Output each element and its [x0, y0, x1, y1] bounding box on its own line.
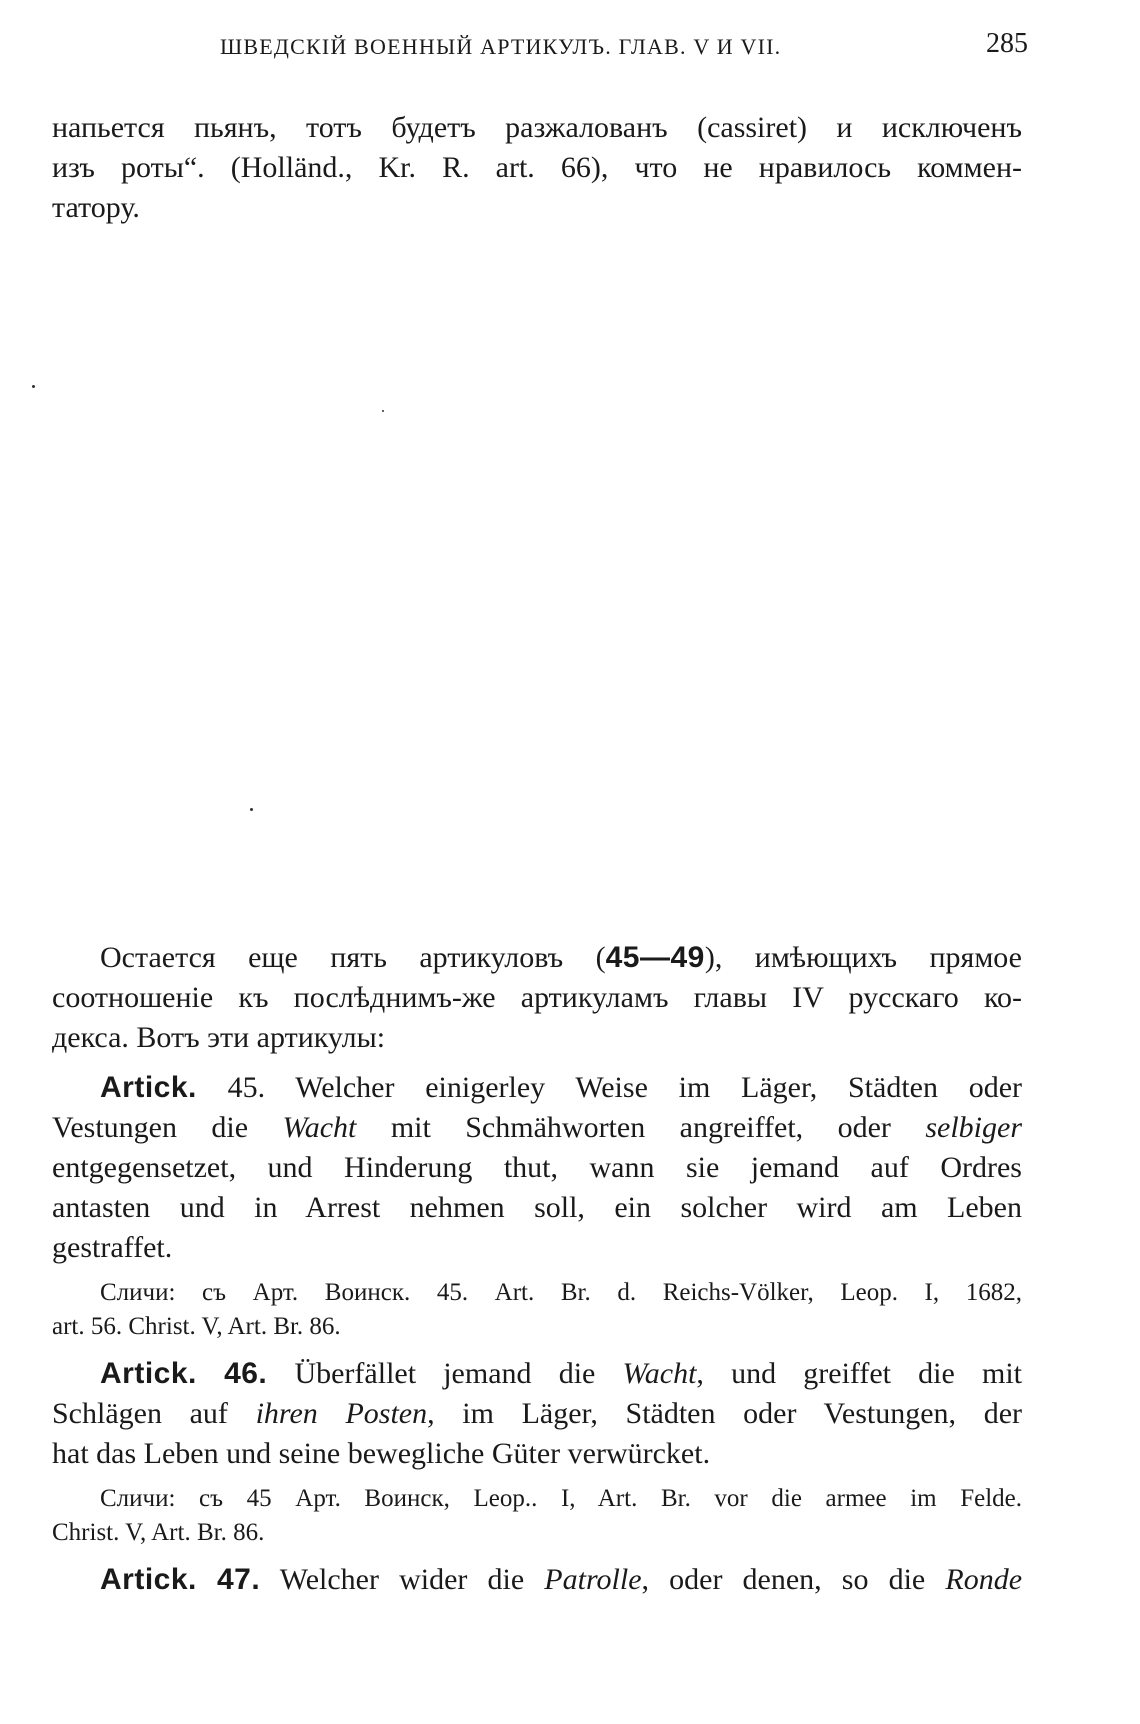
- text-line: изъ роты“. (Holländ., Kr. R. art. 66), что не нравилось коммен-: [52, 151, 1022, 184]
- page-number: 285: [986, 28, 1028, 59]
- article-46: [52, 1354, 1022, 1474]
- book-page: [52, 0, 1028, 1724]
- note-line: Сличи: съ 45 Арт. Воинск, Leop.. I, Art. Br. vor die armee im Felde.: [100, 1485, 1022, 1512]
- article-number: 46.: [224, 1357, 268, 1390]
- note-line: Сличи: съ Арт. Воинск. 45. Art. Br. d. Reichs-Völker, Leop. I, 1682,: [100, 1279, 1022, 1306]
- text-line: напьется пьянъ, тотъ будетъ разжалованъ (cassiret) и исключенъ: [52, 111, 1022, 144]
- text-line: соотношеніе къ послѣднимъ-же артикуламъ главы IV русскаго ко-: [52, 981, 1022, 1014]
- text-line: Artick. 45. Welcher einigerley Weise im Läger, Städten oder: [100, 1071, 1022, 1104]
- article-range: 45—49: [605, 941, 705, 974]
- text-line: Остается еще пять артикуловъ (45—49), имѣющихъ прямое: [100, 941, 1022, 974]
- text-line: hat das Leben und seine bewegliche Güter verwürcket.: [52, 1437, 711, 1470]
- text-line: Artick. 46. Überfället jemand die Wacht, und greiffet die mit: [100, 1357, 1022, 1390]
- text-line: Vestungen die Wacht mit Schmähworten angreiffet, oder selbiger: [52, 1111, 1022, 1144]
- article-lead: Artick.: [100, 1563, 197, 1596]
- article-45: [52, 1068, 1022, 1268]
- print-speck: [382, 410, 384, 412]
- text-line: antasten und in Arrest nehmen soll, ein solcher wird am Leben: [52, 1191, 1022, 1224]
- print-speck: [32, 385, 35, 388]
- text-line: gestraffet.: [52, 1231, 173, 1264]
- text-line: декса. Вотъ эти артикулы:: [52, 1021, 386, 1054]
- main-text: [52, 938, 1022, 1600]
- article-number: 45.: [227, 1071, 266, 1104]
- note-line: art. 56. Christ. V, Art. Br. 86.: [52, 1313, 341, 1340]
- article-45-note: [52, 1276, 1022, 1344]
- print-speck: [250, 808, 253, 811]
- article-46-note: [52, 1482, 1022, 1550]
- note-line: Christ. V, Art. Br. 86.: [52, 1519, 265, 1546]
- text-line: entgegensetzet, und Hinderung thut, wann sie jemand auf Ordres: [52, 1151, 1022, 1184]
- article-number: 47.: [217, 1563, 261, 1596]
- intro-paragraph: [52, 938, 1022, 1058]
- text-line: Schlägen auf ihren Posten, im Läger, Städten oder Vestungen, der: [52, 1397, 1022, 1430]
- continued-paragraph: [52, 108, 1022, 228]
- running-title: ШВЕДСКІЙ ВОЕННЫЙ АРТИКУЛЪ. ГЛАВ. V И VII.: [220, 34, 782, 59]
- article-47: [52, 1560, 1022, 1600]
- text-line: татору.: [52, 191, 140, 224]
- article-lead: Artick.: [100, 1357, 197, 1390]
- text-line: Artick. 47. Welcher wider die Patrolle, oder denen, so die Ronde: [100, 1563, 1022, 1596]
- article-lead: Artick.: [100, 1071, 197, 1104]
